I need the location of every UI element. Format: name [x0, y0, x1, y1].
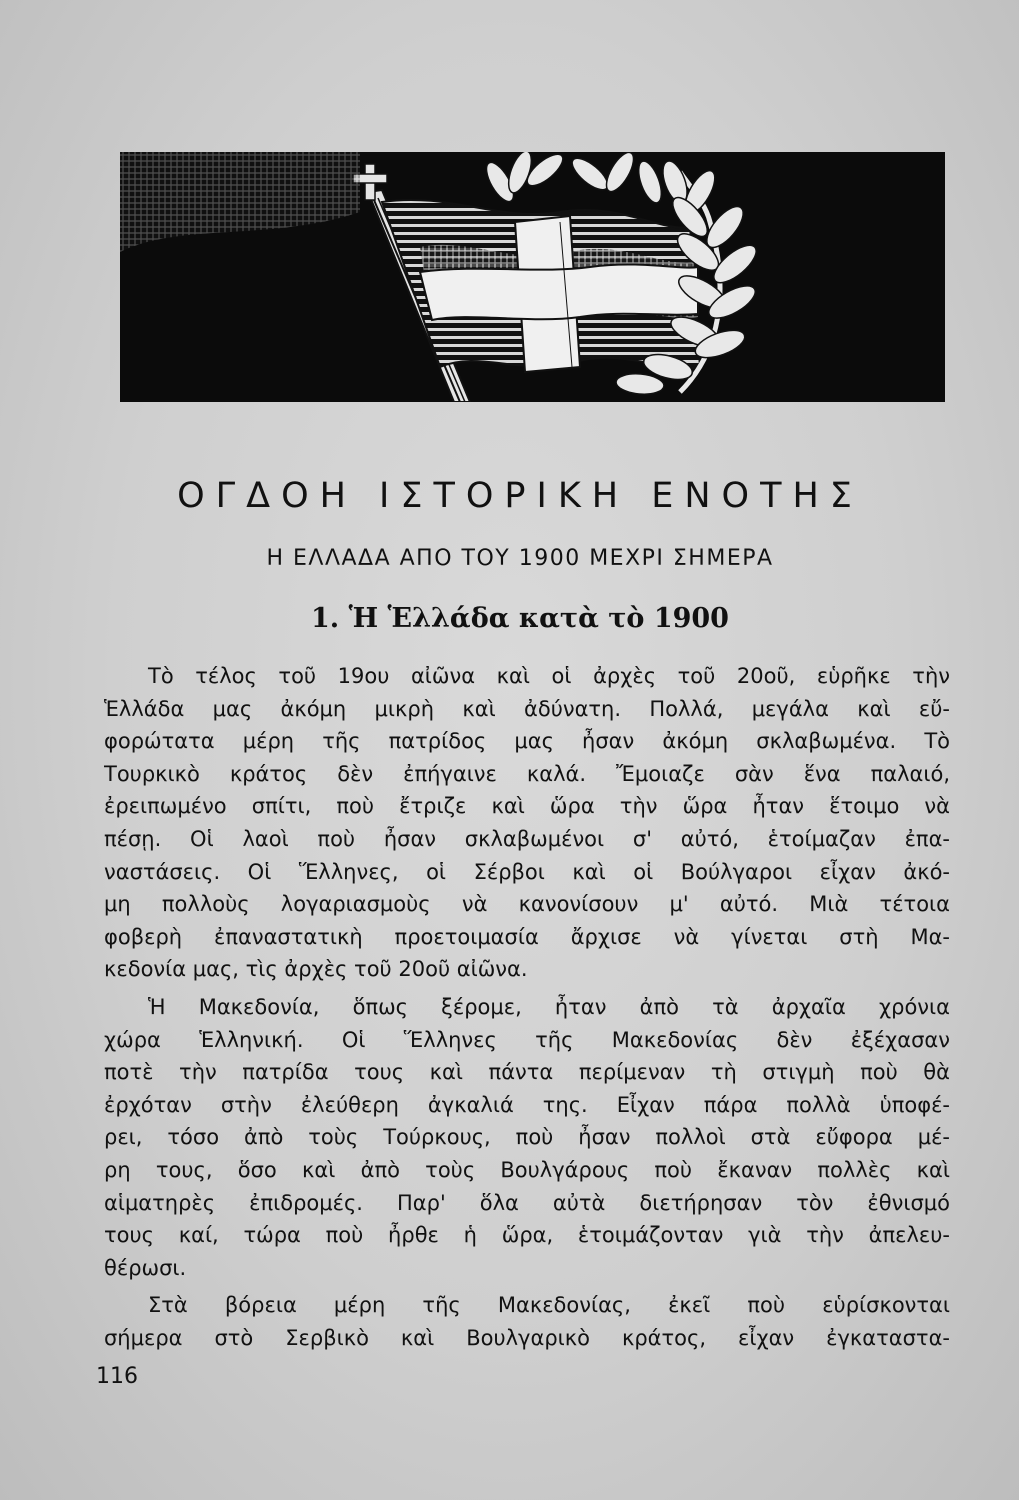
text-line: πέσῃ. Οἱ λαοὶ ποὺ ἦσαν σκλαβωμένοι σ' αὐτό, ἑτοίμαζαν ἐπα-: [104, 826, 950, 851]
text-line: φοβερὴ ἐπαναστατικὴ προετοιμασία ἄρχισε νὰ γίνεται στὴ Μα-: [104, 924, 950, 949]
page-number: 116: [96, 1364, 138, 1389]
greek-flag: [382, 200, 700, 372]
text-line: ἐρχόταν στὴν ἐλεύθερη ἀγκαλιά της. Εἶχαν πάρα πολλὰ ὑποφέ-: [104, 1092, 950, 1117]
text-line: αἱματηρὲς ἐπιδρομές. Παρ' ὅλα αὐτὰ διετήρησαν τὸν ἐθνισμό: [104, 1190, 950, 1215]
text-line: Στὰ βόρεια μέρη τῆς Μακεδονίας, ἐκεῖ ποὺ εὑρίσκονται: [148, 1293, 950, 1318]
text-line: χώρα Ἑλληνική. Οἱ Ἕλληνες τῆς Μακεδονίας δὲν ἐξέχασαν: [104, 1027, 950, 1052]
flag-laurel-drawing: [120, 152, 945, 402]
text-line: τους καί, τώρα ποὺ ἦρθε ἡ ὥρα, ἑτοιμάζονταν γιὰ τὴν ἀπελευ-: [104, 1223, 950, 1248]
chapter-subtitle: Η ΕΛΛΑΔΑ ΑΠΟ ΤΟΥ 1900 ΜΕΧΡΙ ΣΗΜΕΡΑ: [266, 546, 774, 571]
sky-texture: [120, 152, 360, 252]
text-line: ναστάσεις. Οἱ Ἕλληνες, οἱ Σέρβοι καὶ οἱ Βούλγαροι εἶχαν ἀκό-: [104, 859, 950, 884]
text-line: φορώτατα μέρη τῆς πατρίδος μας ἦσαν ἀκόμη σκλαβωμένα. Τὸ: [104, 729, 950, 754]
text-line: σήμερα στὸ Σερβικὸ καὶ Βουλγαρικὸ κράτος, εἶχαν ἐγκαταστα-: [104, 1325, 950, 1350]
text-line: Τουρκικὸ κράτος δὲν ἐπήγαινε καλά. Ἔμοιαζε σὰν ἕνα παλαιό,: [104, 761, 950, 786]
text-line: κεδονία μας, τὶς ἀρχὲς τοῦ 20οῦ αἰῶνα.: [104, 957, 528, 982]
section-heading: 1. Ἡ Ἑλλάδα κατὰ τὸ 1900: [311, 603, 729, 634]
text-line: ποτὲ τὴν πατρίδα τους καὶ πάντα περίμεναν τὴ στιγμὴ ποὺ θὰ: [104, 1060, 950, 1085]
text-line: θέρωσι.: [104, 1255, 187, 1280]
text-line: Ἡ Μακεδονία, ὅπως ξέρομε, ἦταν ἀπὸ τὰ ἀρχαῖα χρόνια: [148, 994, 950, 1019]
text-line: ἐρειπωμένο σπίτι, ποὺ ἔτριζε καὶ ὥρα τὴν ὥρα ἦταν ἕτοιμο νὰ: [104, 794, 950, 819]
text-line: μη πολλοὺς λογαριασμοὺς νὰ κανονίσουν μ' αὐτό. Μιὰ τέτοια: [104, 892, 950, 917]
text-line: ρει, τόσο ἀπὸ τοὺς Τούρκους, ποὺ ἦσαν πολλοὶ στὰ εὔφορα μέ-: [104, 1125, 950, 1150]
chapter-title: ΟΓΔΟΗ ΙΣΤΟΡΙΚΗ ΕΝΟΤΗΣ: [177, 476, 863, 516]
text-line: Ἑλλάδα μας ἀκόμη μικρὴ καὶ ἀδύνατη. Πολλά, μεγάλα καὶ εὔ-: [104, 696, 950, 721]
body-text: [104, 660, 950, 1354]
flag-laurel-illustration: [120, 152, 945, 402]
text-line: Τὸ τέλος τοῦ 19ου αἰῶνα καὶ οἱ ἀρχὲς τοῦ 20οῦ, εὑρῆκε τὴν: [148, 664, 950, 688]
text-line: ρη τους, ὅσο καὶ ἀπὸ τοὺς Βουλγάρους ποὺ ἔκαναν πολλὲς καὶ: [104, 1157, 950, 1182]
